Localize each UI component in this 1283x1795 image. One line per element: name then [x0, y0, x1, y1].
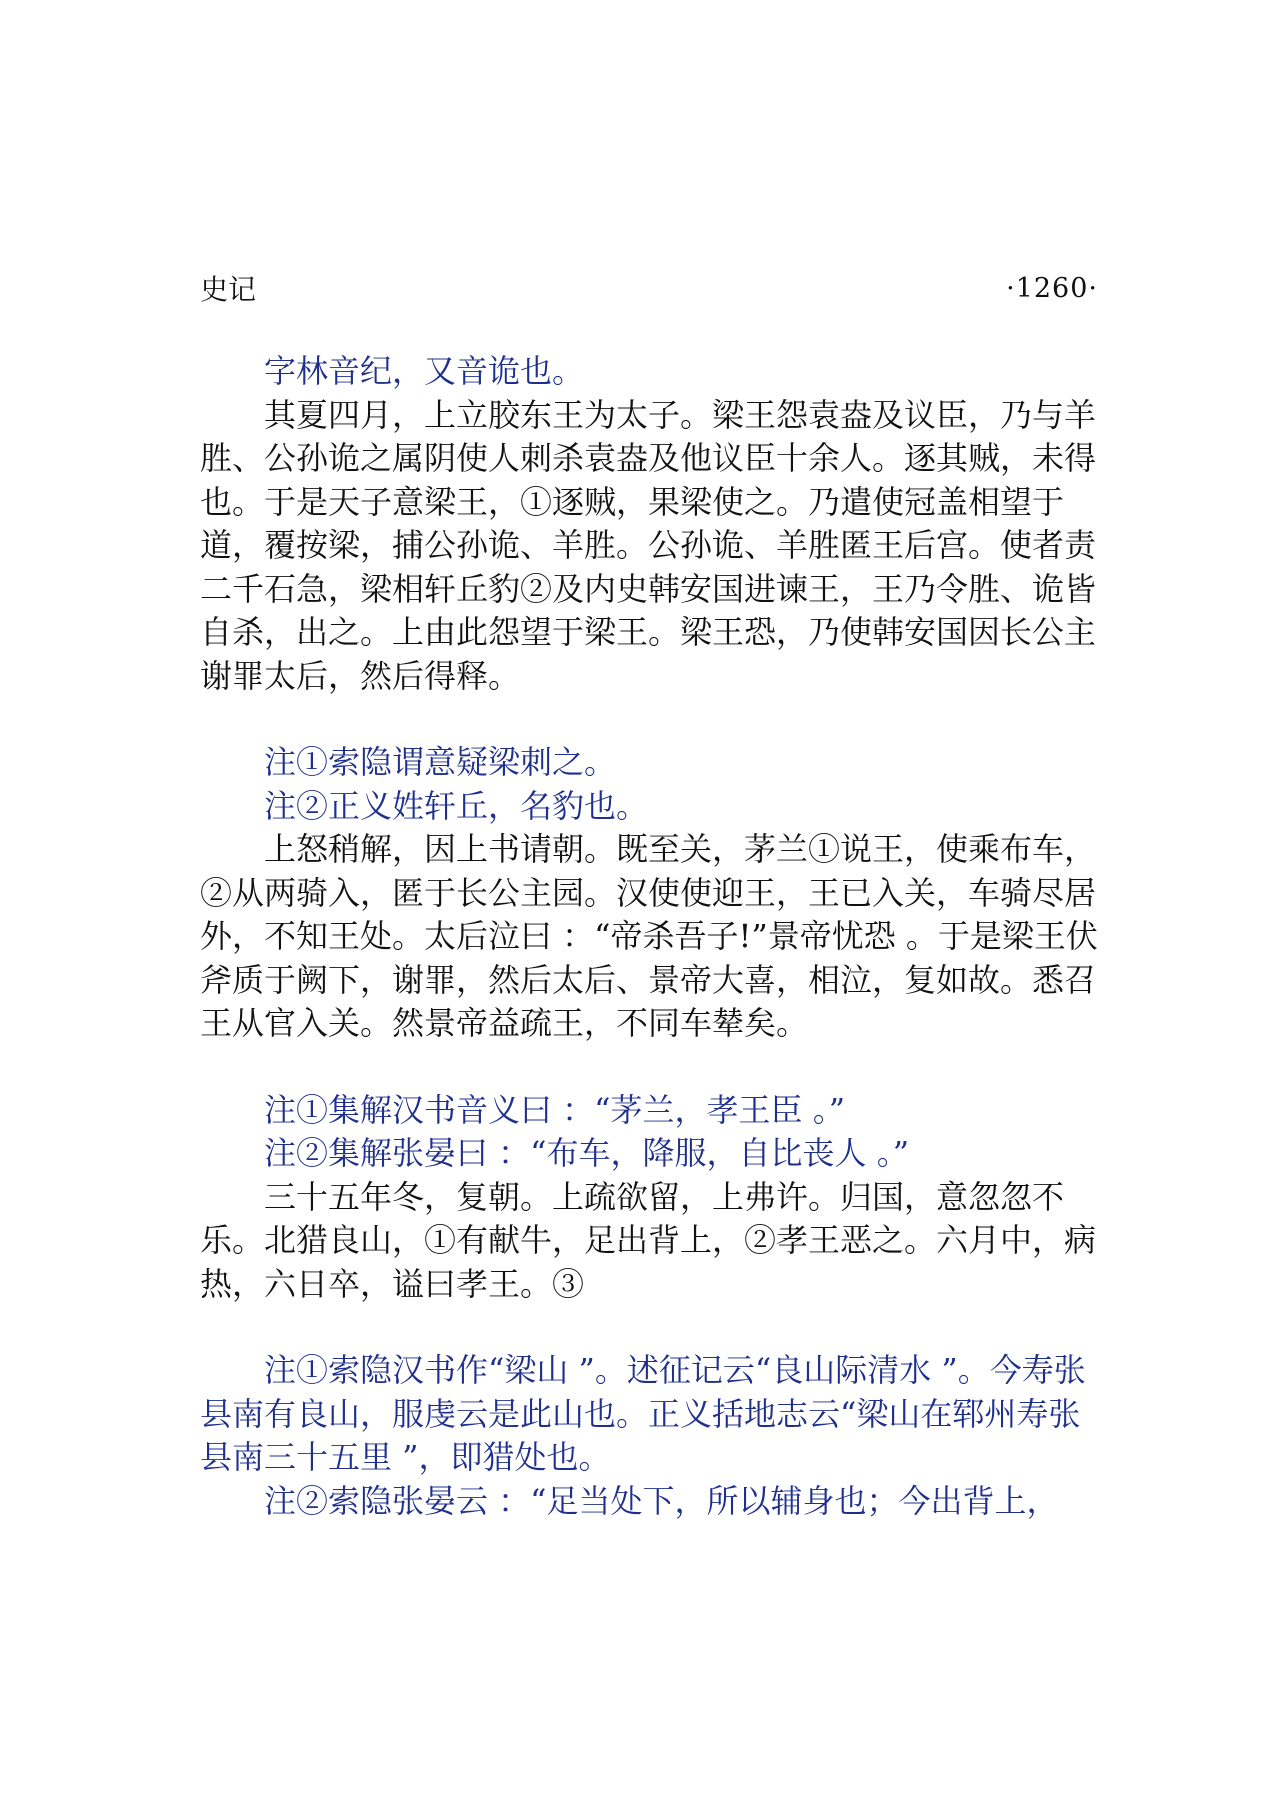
body-paragraph: 上怒稍解，因上书请朝。既至关，茅兰①说王，使乘布车，②从两骑入，匿于长公主园。汉使使迎王，王已入关，车骑尽居外，不知王处。太后泣曰 ：“帝杀吾子!”景帝忧恐 。于是梁王伏斧质于阙下，谢罪，然后太后、景帝大喜，相泣，复如故。悉召王从官入关。然景帝益疏王，不同车辇矣。: [200, 830, 1098, 1042]
paragraph-gap: [200, 698, 1100, 741]
note-paragraph: 注②集解张晏曰 ：“布车，降服，自比丧人 。”: [264, 1134, 910, 1172]
note-paragraph: 注②索隐张晏云 ：“足当处下，所以辅身也；今出背上，: [264, 1481, 1059, 1520]
page-body: [200, 350, 1100, 1523]
body-paragraph: 三十五年冬，复朝。上疏欲留，上弗许。归国，意忽忽不乐。北猎良山，①有献牛，足出背上，②孝王恶之。六月中，病热，六日卒，谥曰孝王。③: [200, 1177, 1097, 1303]
note-paragraph: 字林音纪，又音诡也。: [264, 352, 585, 390]
note-paragraph: 注①索隐汉书作“梁山 ”。述征记云“良山际清水 ”。今寿张县南有良山，服虔云是此山也。正义括地志云“梁山在郓州寿张县南三十五里 ”，即猎处也。: [200, 1351, 1086, 1476]
page-number: ·1260·: [1006, 272, 1098, 304]
note-paragraph: 注①索隐谓意疑梁刺之。: [264, 743, 617, 781]
note-paragraph: 注①集解汉书音义曰 ：“茅兰，孝王臣 。”: [264, 1090, 846, 1129]
page-header: [200, 268, 1098, 308]
book-title: 史记: [200, 273, 257, 306]
paragraph-gap: [200, 1306, 1100, 1349]
note-paragraph: 注②正义姓轩丘，名豹也。: [264, 786, 649, 825]
body-paragraph: 其夏四月，上立胶东王为太子。梁王怨袁盎及议臣，乃与羊胜、公孙诡之属阴使人刺杀袁盎及他议臣十余人。逐其贼，未得也。于是天子意梁王，①逐贼，果梁使之。乃遣使冠盖相望于道，覆按梁，捕公孙诡、羊胜。公孙诡、羊胜匿王后宫。使者责二千石急，梁相轩丘豹②及内史韩安国进谏王，王乃令胜、诡皆自杀，出之。上由此怨望于梁王。梁王恐，乃使韩安国因长公主谢罪太后，然后得释。: [200, 395, 1097, 695]
paragraph-gap: [200, 1046, 1100, 1089]
